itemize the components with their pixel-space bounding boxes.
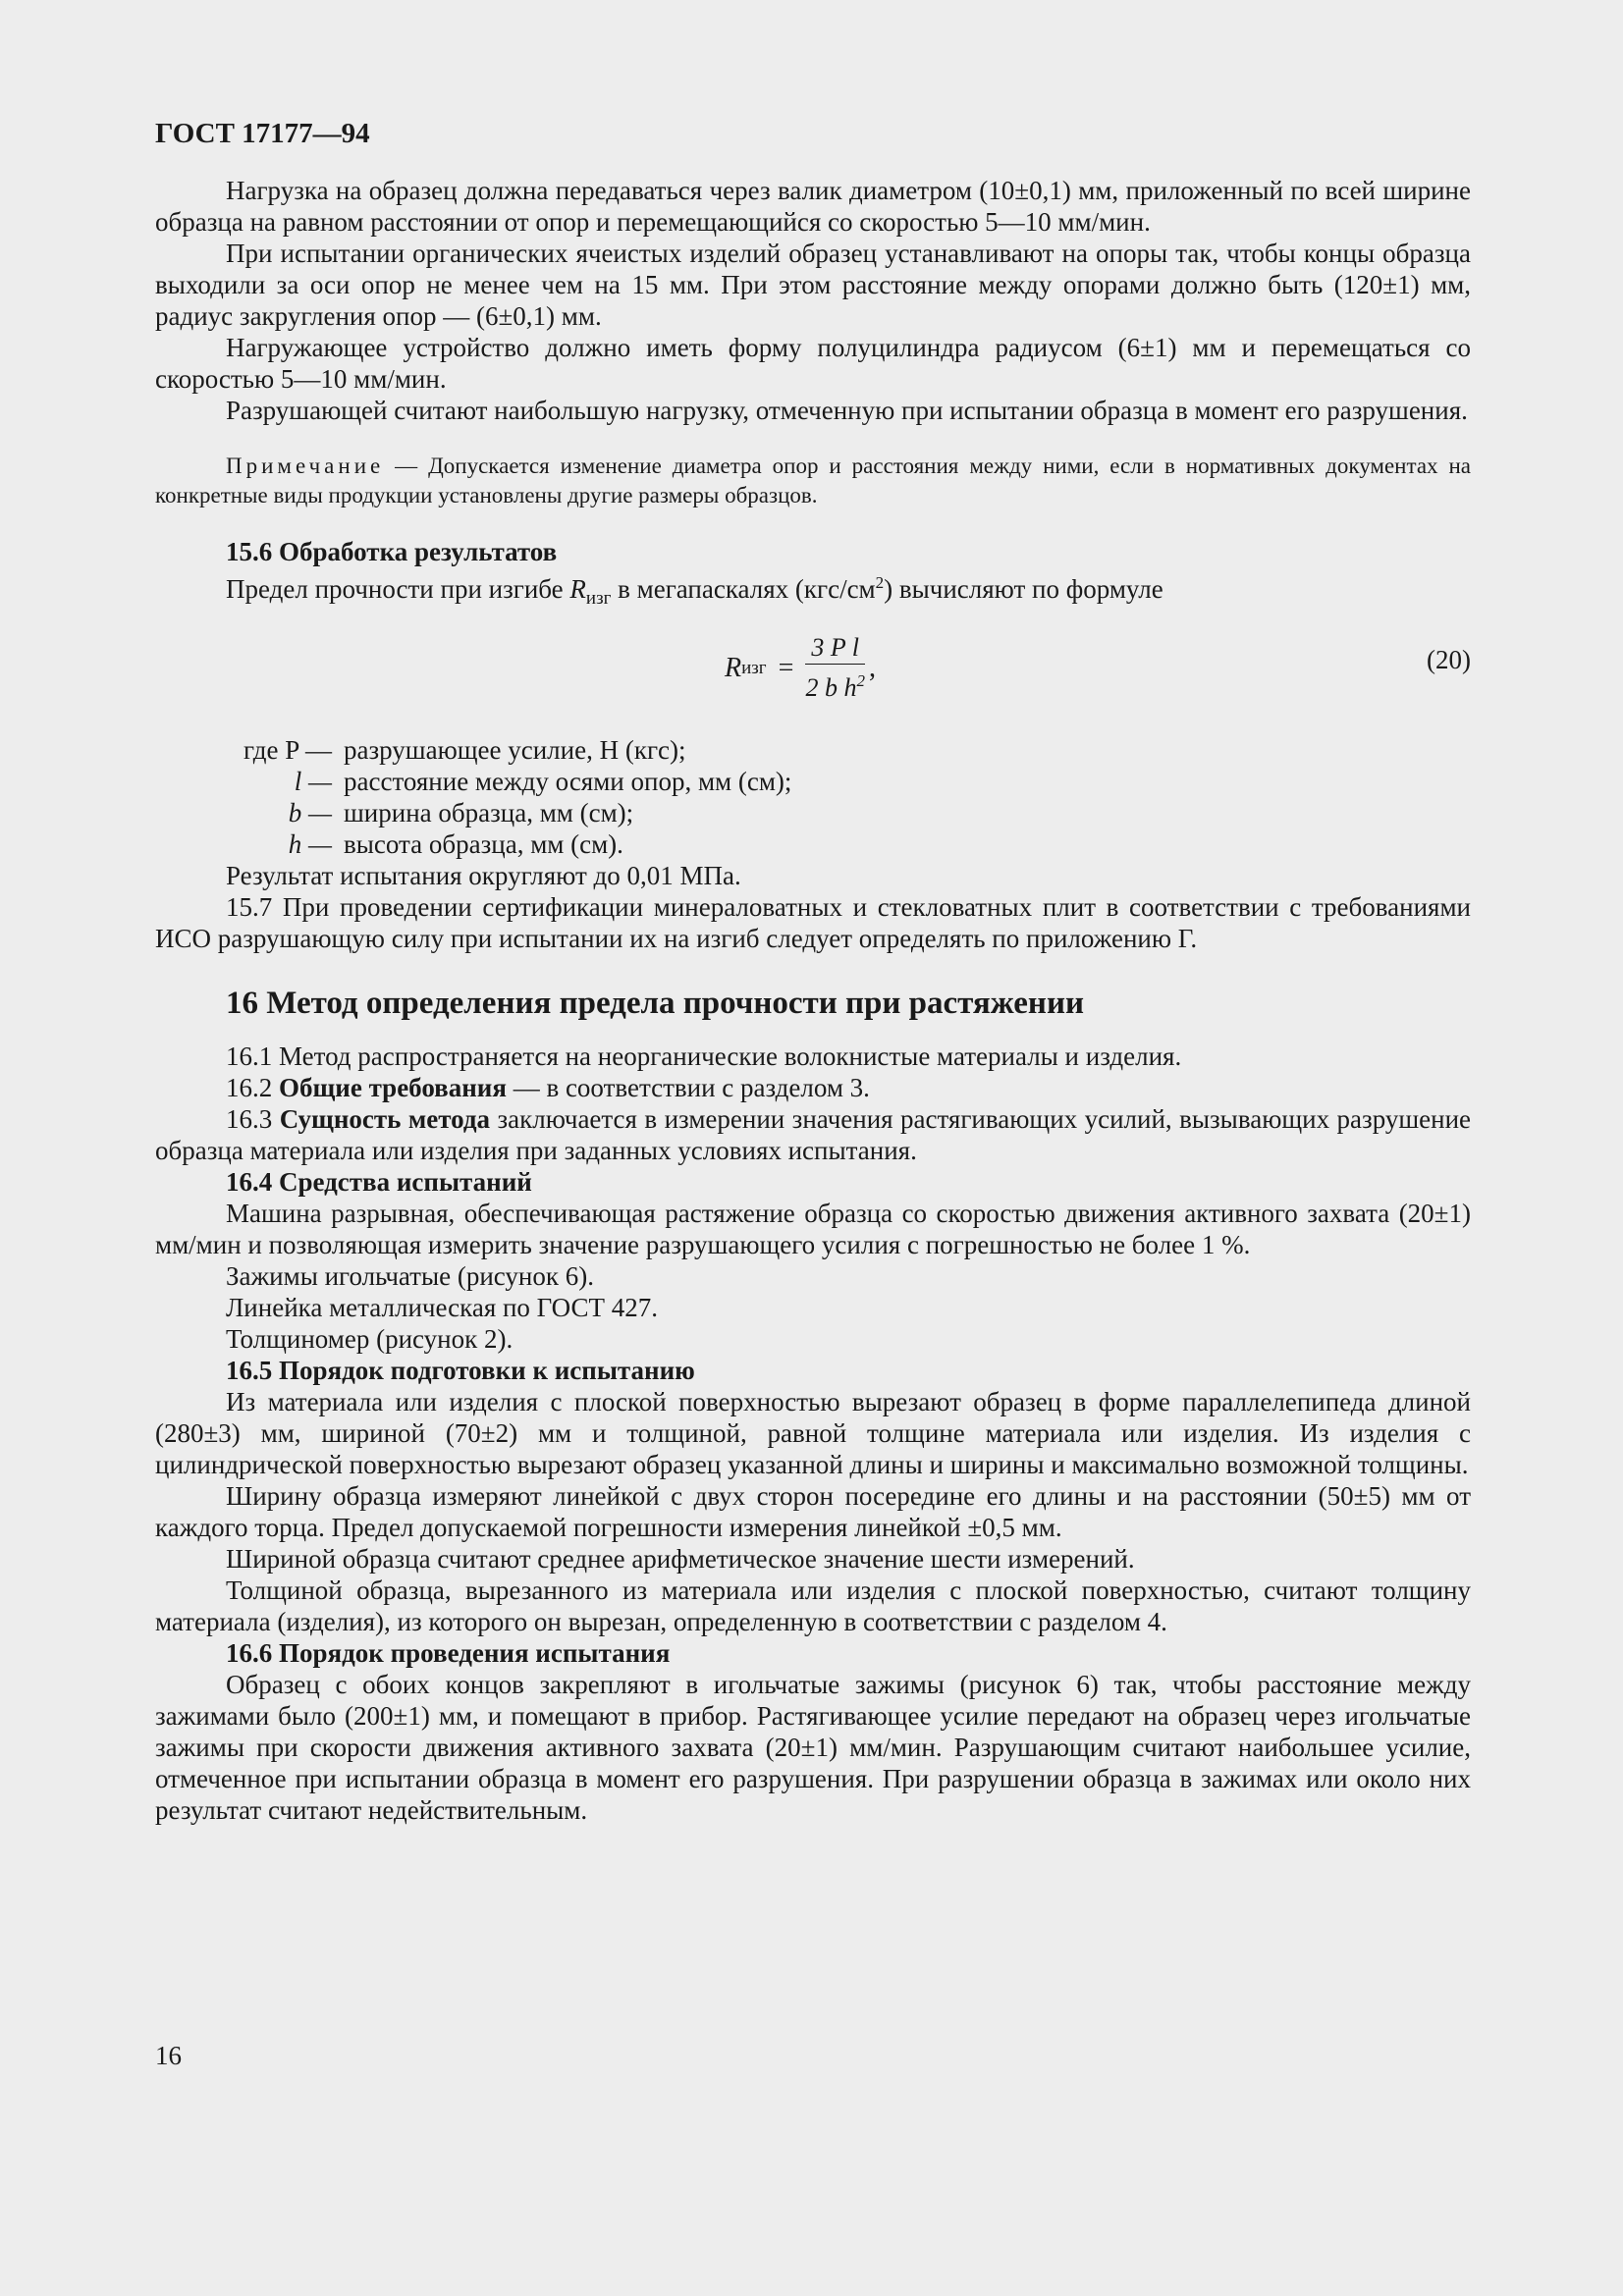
note-label: Примечание xyxy=(226,454,385,478)
section-16-3 xyxy=(155,1103,1471,1166)
where-text: высота образца, мм (см). xyxy=(344,829,623,859)
where-symbol: h — xyxy=(288,829,332,859)
page-number: 16 xyxy=(155,2041,182,2070)
page-content xyxy=(155,118,1471,1826)
formula-denominator-sup: 2 xyxy=(856,671,865,690)
paragraph-organic-samples: При испытании органических ячеистых изделий образец устанавливают на опоры так, чтобы концы образца выходили за оси опор не менее чем на 15 мм. При этом расстояние между опорами должно быть (120±1) мм, радиус закругления опор — (6±0,1) мм. xyxy=(155,239,1471,331)
section-16-3-rest: заключается в измерении значения растягивающих усилий, вызывающих разрушение образца материала или изделия при заданных условиях испытания. xyxy=(155,1104,1472,1165)
section-16-3-num: 16.3 xyxy=(226,1104,280,1134)
where-symbol: b — xyxy=(288,798,332,828)
note xyxy=(155,452,1471,510)
section-16-4-thickness-gauge: Толщиномер (рисунок 2). xyxy=(226,1324,514,1354)
section-16-6-title: 16.6 Порядок проведения испытания xyxy=(226,1638,671,1668)
section-16-4-clamps: Зажимы игольчатые (рисунок 6). xyxy=(226,1261,594,1291)
section-16-5-a: Из материала или изделия с плоской поверхностью вырезают образец в форме параллелепипеда длиной (280±3) мм, шириной (70±2) мм и толщиной, равной толщине материала или изделия. Из изделия с цилиндрической поверхностью вырезают образец указанной длины и ширины и максимально возможной толщины. xyxy=(155,1387,1471,1479)
where-text: ширина образца, мм (см); xyxy=(344,798,634,828)
formula-lhs-sub: изг xyxy=(741,658,767,678)
where-symbol: l — xyxy=(294,767,332,796)
paragraph-load-roller: Нагрузка на образец должна передаваться через валик диаметром (10±0,1) мм, приложенный по всей ширине образца на равном расстоянии от опор и перемещающийся со скоростью 5—10 мм/мин. xyxy=(155,176,1471,237)
formula-numerator: 3 P l xyxy=(805,632,865,665)
section-15-6-intro xyxy=(155,567,1471,614)
intro-text-a: Предел прочности при изгибе xyxy=(226,574,570,604)
section-16-5-title: 16.5 Порядок подготовки к испытанию xyxy=(226,1356,695,1385)
intro-symbol-sub: изг xyxy=(585,588,612,609)
where-symbol: где P — xyxy=(243,735,332,765)
section-16-title: 16 Метод определения предела прочности при растяжении xyxy=(226,986,1084,1021)
section-16-5-d: Толщиной образца, вырезанного из материала или изделия с плоской поверхностью, считают толщину материала (изделия), из которого он вырезан, определенную в соответствии с разделом 4. xyxy=(155,1575,1471,1636)
formula-comma: , xyxy=(869,653,877,683)
section-16-2 xyxy=(155,1072,1471,1103)
formula-number: (20) xyxy=(1427,645,1471,674)
paragraph-rounding: Результат испытания округляют до 0,01 МПа. xyxy=(226,861,741,890)
section-16-5-b: Ширину образца измеряют линейкой с двух сторон посередине его длины и на расстоянии (50±5) мм от каждого торца. Предел допускаемой погрешности измерения линейкой ±0,5 мм. xyxy=(155,1481,1471,1542)
section-16-1: 16.1 Метод распространяется на неорганические волокнистые материалы и изделия. xyxy=(226,1041,1182,1071)
section-16-2-num: 16.2 xyxy=(226,1073,279,1102)
section-16-5-c: Шириной образца считают среднее арифметическое значение шести измерений. xyxy=(226,1544,1135,1574)
section-15-6-title: 15.6 Обработка результатов xyxy=(226,537,558,566)
formula-denominator-text: 2 b h xyxy=(805,673,857,702)
formula-fraction xyxy=(805,632,865,705)
page-header: ГОСТ 17177—94 xyxy=(155,118,370,149)
where-text: разрушающее усилие, Н (кгс); xyxy=(344,735,686,765)
formula-lhs: R xyxy=(725,653,742,683)
section-16-2-bold: Общие требования xyxy=(279,1073,507,1102)
section-16-4-ruler: Линейка металлическая по ГОСТ 427. xyxy=(226,1293,658,1322)
note-text: — Допускается изменение диаметра опор и расстояния между ними, если в нормативных документах на конкретные виды продукции установлены другие размеры образцов. xyxy=(155,454,1471,507)
section-16-6-a: Образец с обоих концов закрепляют в игольчатые зажимы (рисунок 6) так, чтобы расстояние между зажимами было (200±1) мм, и помещают в прибор. Растягивающее усилие передают на образец через игольчатые зажимы при скорости движения активного захвата (20±1) мм/мин. Разрушающим считают наибольшее усилие, отмеченное при испытании образца в момент его разрушения. При разрушении образца в зажимах или около них результат считают недействительным. xyxy=(155,1670,1471,1825)
section-16-4-machine: Машина разрывная, обеспечивающая растяжение образца со скоростью движения активного захвата (20±1) мм/мин и позволяющая измерить значение разрушающего усилия с погрешностью не более 1 %. xyxy=(155,1199,1471,1259)
formula-body xyxy=(725,632,876,705)
intro-text-c: ) вычисляют по формуле xyxy=(884,574,1163,604)
intro-text-b: в мегапаскалях (кгс/см xyxy=(611,574,876,604)
section-16-4-title: 16.4 Средства испытаний xyxy=(226,1167,532,1197)
intro-symbol: R xyxy=(569,574,586,604)
intro-unit-sup: 2 xyxy=(875,573,885,592)
section-15-7: 15.7 При проведении сертификации минераловатных и стекловатных плит в соответствии с требованиями ИСО разрушающую силу при испытании их на изгиб следует определять по приложению Г. xyxy=(155,892,1471,953)
paragraph-loading-device: Нагружающее устройство должно иметь форму полуцилиндра радиусом (6±1) мм и перемещаться со скоростью 5—10 мм/мин. xyxy=(155,333,1471,394)
formula-equals: = xyxy=(778,653,794,683)
formula-denominator xyxy=(805,665,865,705)
paragraph-breaking-load: Разрушающей считают наибольшую нагрузку, отмеченную при испытании образца в момент его разрушения. xyxy=(226,396,1468,425)
where-list xyxy=(155,734,1471,860)
formula-20 xyxy=(155,624,1471,719)
where-text: расстояние между осями опор, мм (см); xyxy=(344,767,792,796)
section-16-2-rest: — в соответствии с разделом 3. xyxy=(506,1073,870,1102)
section-16-3-bold: Сущность метода xyxy=(279,1104,491,1134)
